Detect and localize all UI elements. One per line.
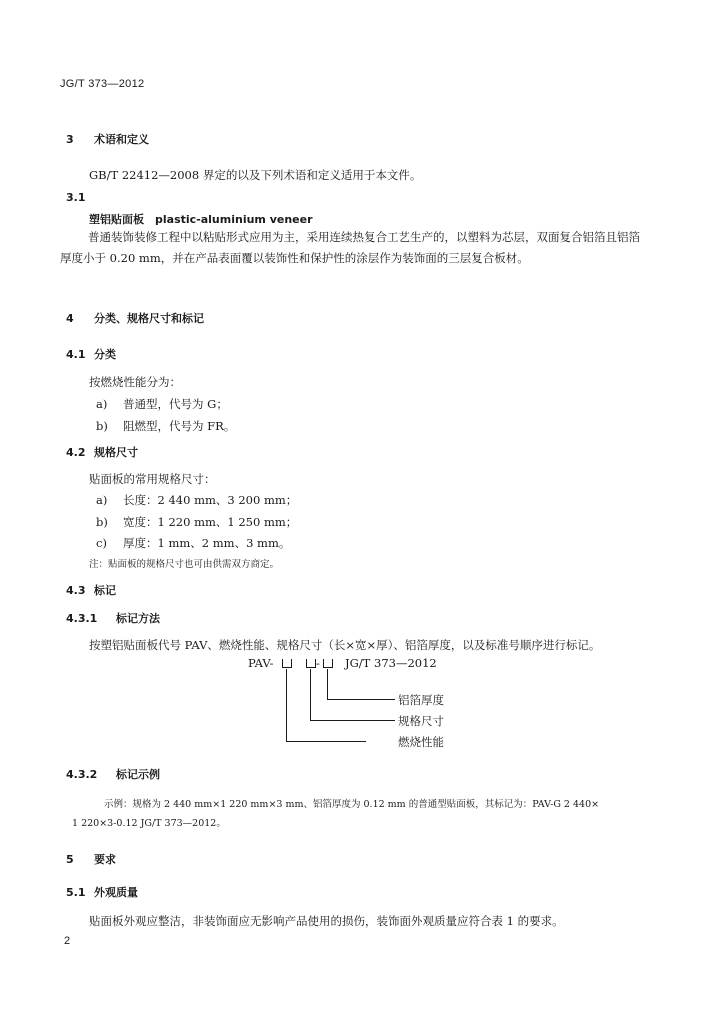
- section-number: 4.3.1: [66, 612, 98, 625]
- fire-leader-vertical: [286, 669, 287, 741]
- section-number: 4.3: [66, 584, 86, 597]
- size-intro: 贴面板的常用规格尺寸：: [89, 472, 216, 486]
- section-title: 规格尺寸: [94, 446, 138, 459]
- page-number: 2: [64, 935, 71, 947]
- section-title: 分类: [94, 348, 116, 361]
- term-name: 塑铝贴面板 plastic-aluminium veneer: [89, 213, 313, 226]
- subsection-4-2-heading: [66, 444, 138, 460]
- diagram-standard: JG/T 373—2012: [345, 656, 437, 670]
- list-item: [96, 396, 228, 412]
- foil-leader-horizontal: [327, 699, 395, 700]
- list-item-text: 厚度：1 mm、2 mm、3 mm。: [123, 536, 291, 550]
- subsection-5-1-heading: [66, 884, 138, 900]
- list-item-label: a): [96, 397, 108, 411]
- subsection-4-3-2-heading: [66, 766, 160, 782]
- section-number: 4.2: [66, 446, 86, 459]
- label-size: 规格尺寸: [398, 714, 444, 728]
- fire-rating-placeholder-box: [282, 659, 292, 668]
- section-title: 术语和定义: [94, 133, 149, 146]
- diagram-prefix: PAV-: [248, 656, 274, 670]
- section-title: 标记方法: [116, 612, 160, 625]
- section-title: 外观质量: [94, 886, 138, 899]
- size-leader-vertical: [310, 669, 311, 720]
- size-placeholder-box: [306, 659, 316, 668]
- marking-example-line-1: 示例：规格为 2 440 mm×1 220 mm×3 mm、铝箔厚度为 0.12 mm 的普通型贴面板，其标记为：PAV-G 2 440×: [104, 799, 600, 810]
- list-item: [96, 514, 297, 530]
- term-number: 3.1: [66, 191, 86, 204]
- section-4-heading: [66, 310, 204, 326]
- section-number: 4.3.2: [66, 768, 98, 781]
- section-title: 标记: [94, 584, 116, 597]
- list-item-label: b): [96, 515, 108, 529]
- list-item-label: c): [96, 536, 107, 550]
- subsection-4-3-heading: [66, 582, 116, 598]
- section-number: 4.1: [66, 348, 86, 361]
- list-item-text: 宽度：1 220 mm、1 250 mm；: [123, 515, 298, 529]
- list-item: [96, 535, 290, 551]
- document-code: JG/T 373—2012: [60, 78, 145, 90]
- list-item-text: 阻燃型，代号为 FR。: [123, 419, 236, 433]
- foil-leader-vertical: [327, 669, 328, 699]
- fire-leader-horizontal: [286, 741, 366, 742]
- list-item-text: 长度：2 440 mm、3 200 mm；: [123, 493, 298, 507]
- label-foil-thickness: 铝箔厚度: [398, 693, 444, 707]
- marking-method-text: 按塑铝贴面板代号 PAV、燃烧性能、规格尺寸（长×宽×厚）、铝箔厚度，以及标准号顺序进行标记。: [89, 638, 601, 652]
- list-item-label: a): [96, 493, 108, 507]
- section-5-heading: [66, 851, 116, 867]
- list-item-text: 普通型，代号为 G；: [123, 397, 228, 411]
- section-number: 5.1: [66, 886, 86, 899]
- term-definition: 普通装饰装修工程中以粘贴形式应用为主，采用连续热复合工艺生产的，以塑料为芯层，双面复合铝箔且铝箔厚度小于 0.20 mm，并在产品表面覆以装饰性和保护性的涂层作为装饰面的三层复合板材。: [60, 230, 640, 265]
- classification-intro: 按燃烧性能分为：: [89, 375, 181, 389]
- section-number: 4: [66, 312, 74, 325]
- section-number: 5: [66, 853, 74, 866]
- size-note: 注：贴面板的规格尺寸也可由供需双方商定。: [89, 559, 280, 570]
- foil-placeholder-box: [323, 659, 333, 668]
- list-item: [96, 492, 297, 508]
- list-item: [96, 418, 235, 434]
- marking-example-line-2: 1 220×3-0.12 JG/T 373—2012。: [72, 818, 226, 829]
- subsection-4-3-1-heading: [66, 610, 160, 626]
- section-title: 标记示例: [116, 768, 160, 781]
- section-title: 分类、规格尺寸和标记: [94, 312, 204, 325]
- section-3-intro: GB/T 22412—2008 界定的以及下列术语和定义适用于本文件。: [89, 168, 422, 182]
- section-title: 要求: [94, 853, 116, 866]
- label-fire-rating: 燃烧性能: [398, 735, 444, 749]
- size-leader-horizontal: [310, 720, 395, 721]
- section-3-heading: [66, 131, 149, 147]
- section-number: 3: [66, 133, 74, 146]
- list-item-label: b): [96, 419, 108, 433]
- subsection-4-1-heading: [66, 346, 116, 362]
- appearance-requirement: 贴面板外观应整洁，非装饰面应无影响产品使用的损伤，装饰面外观质量应符合表 1 的要求。: [89, 914, 564, 928]
